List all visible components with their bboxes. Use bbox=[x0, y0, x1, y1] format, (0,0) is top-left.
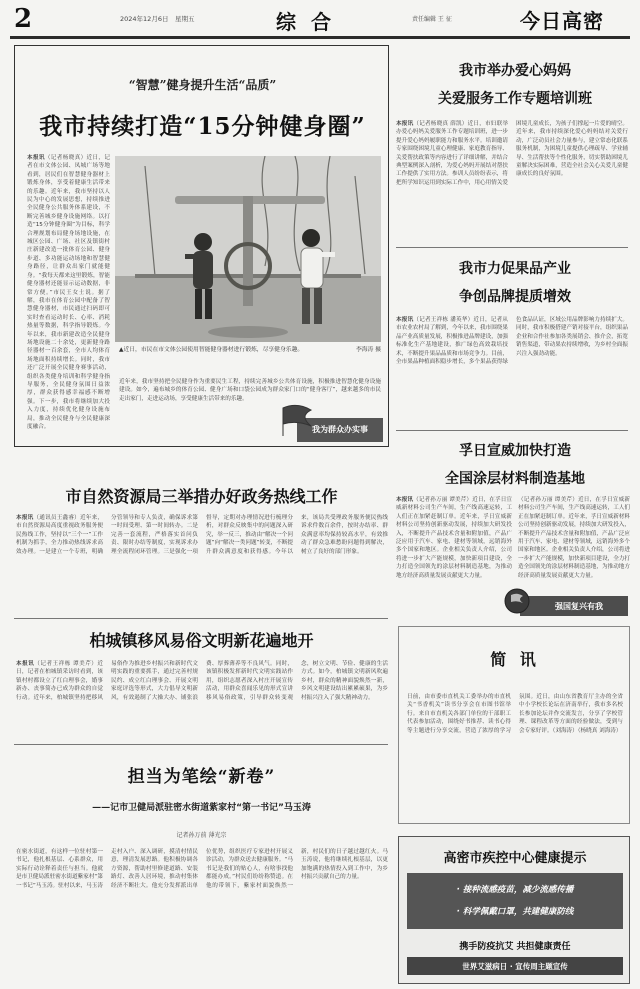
section-name: 综 合 bbox=[276, 10, 335, 34]
flag-icon bbox=[502, 586, 532, 616]
feature-subheadline: ——记市卫健局派驻密水街道紫家村“第一书记”马玉涛 bbox=[92, 803, 311, 813]
right-top-headline-1: 我市举办爱心妈妈 bbox=[459, 63, 571, 79]
lead-body-left-text: 近日，记者在市文体公园、凤城广场等地看到，居民们在智慧健身器材上锻炼身体，享受着健康生活带来的乐趣。近年来，我市坚持以人民为中心的发展思想，持续推进全民健身公共服务体系建设，不断完善城乡健身设施网络。以打造“15分钟健身圈”为目标，科学合理规划布局健身场地设施，在城区公园、广场、社区及镇街村庄新建改造一批体育公园、健身步道、多功能运动场地和智慧健身路径，让群众出家门就能健身。“我每天都来这里锻炼，智能健身器材还能显示运动数据，非常方便。”市民王女士说。据了解，我市在体育公园中配备了智慧健身器材，市民通过扫码即可实时查看运动时长、心率、消耗热量等数据，科学指导锻炼。今年以来，我市新建改造全民健身场地设施二十余处，更新健身路径器材一百余套，全市人均体育场地面积持续增长。同时，我市还广泛开展全民健身赛事活动，组织各类健身培训和科学健身指导服务，全民健身氛围日益浓厚，群众获得感幸福感不断增强。下一步，我市将继续加大投入力度，持续优化健身设施布局，推动全民健身与全民健康深度融合。 bbox=[27, 155, 110, 430]
right-top-body-text: （记者杨晓真 薛凯）近日，市妇联举办爱心妈妈关爱服务工作专题培训班，进一步提升爱心妈妈履职能力和服务水平。培训邀请专家围绕困境儿童心理健康、家庭教育指导、关爱帮扶政策等内容进行了详细讲解，并结合典型案例深入剖析，为爱心妈妈开展结对帮扶工作提供了实用方法。参训人员纷纷表示，将把所学知识运用到实际工作中，用心用情关爱困境儿童成长，为孩子们撑起一片爱的晴空。近年来，我市持续深化爱心妈妈结对关爱行动，广泛动员社会力量参与，建立常态化联系服务机制，为困境儿童提供心理疏导、学业辅导、生活帮扶等个性化服务，切实帮助困境儿童解决实际困难，营造全社会关心关爱儿童健康成长的良好氛围。 bbox=[396, 121, 628, 186]
right-mid-headline-1: 我市力促果品产业 bbox=[459, 261, 571, 277]
lead-photo-caption bbox=[119, 346, 381, 372]
right-top-headline-2: 关爱服务工作专题培训班 bbox=[438, 91, 592, 107]
divider bbox=[396, 247, 628, 248]
lead-article-box bbox=[14, 45, 389, 447]
right-low-headline-2: 全国涂层材料制造基地 bbox=[445, 471, 585, 487]
right-low-body-text: （记者孙万丽 谭美芹）近日，在孚日宣威新材料公司生产车间，生产线高速运转，工人们正在加紧赶制订单。近年来，孚日宣威新材料公司坚持创新驱动发展，持续加大研发投入，不断提升产品技术含量和附加值，产品广泛应用于汽车、家电、建材等领域，远销海外多个国家和地区。企业相关负责人介绍，公司将进一步扩大产能规模，加快新项目建设，全力打造全国领先的涂层材料制造基地，为推动地方经济高质量发展贡献更大力量。 bbox=[396, 497, 512, 579]
lead-photo-illustration bbox=[115, 156, 381, 342]
right-mid-byline: 本报讯 bbox=[396, 317, 414, 323]
brief-body bbox=[407, 693, 623, 817]
health-footer-1: 携手防疫抗艾 共担健康责任 bbox=[459, 942, 571, 952]
health-tip-2: · 科学佩戴口罩，共建健康防线 bbox=[456, 907, 574, 917]
masthead-date: 2024年12月6日 bbox=[120, 15, 169, 23]
masthead-weekday: 星期五 bbox=[175, 15, 195, 23]
fuxing-badge-label: 强国复兴有我 bbox=[555, 602, 603, 611]
fuxing-badge bbox=[520, 596, 628, 616]
divider bbox=[14, 618, 388, 619]
right-mid-headline-2: 争创品牌提质增效 bbox=[459, 289, 571, 305]
paper-name: 今日高密 bbox=[520, 9, 604, 33]
service-badge-label: 我为群众办实事 bbox=[312, 425, 368, 434]
right-low-byline: 本报讯 bbox=[396, 497, 414, 503]
middle-body bbox=[16, 514, 388, 606]
right-mid-body bbox=[396, 316, 628, 426]
health-footer-band bbox=[407, 957, 623, 975]
brief-credit-1: （刘海涛） bbox=[552, 727, 578, 734]
middle-body-text: （通讯员王鑫睿）近年来，市自然资源局高度重视政务服务便民热线工作，坚持以“三个一”工作机制为抓手，全力推动热线诉求高效办理。一是建立一个专班，明确分管领导和专人负责，确保诉求第一时间受理、第一时间转办。二是完善一套流程，严格落实首问负责、限时办结等制度，实现诉求办理全流程闭环管理。三是强化一项督导，定期对办理情况进行梳理分析，对群众反映集中的问题深入研究，举一反三，推动由“解决一个问题”向“解决一类问题”转变，不断提升群众满意度和获得感。今年以来，该局共受理政务服务便民热线诉求件数百余件，按时办结率、群众满意率均保持较高水平，有效推动了群众急难愁盼问题得到解决，树立了良好的部门形象。 bbox=[16, 515, 388, 555]
lead-kicker: “智慧”健身提升生活“品质” bbox=[128, 78, 277, 92]
masthead bbox=[0, 0, 640, 36]
masthead-rule bbox=[10, 36, 630, 39]
right-top-body bbox=[396, 120, 628, 244]
bottom-a-headline: 柏城镇移风易俗文明新花遍地开 bbox=[89, 631, 314, 650]
brief-body-text: 日前，由市委市直机关工委举办的市直机关“书香机关”读书分享会在市图书馆举行。来自市直机关各部门单位的干部职工代表参加活动，围绕好书推荐、读书心得等主题进行分享交流，营造了浓厚的学习氛围。近日，由山东省教育厅主办的全省中小学校长论坛在济南举行，我市多名校长参加论坛并作交流发言，分享了学校管理、课程改革等方面的经验做法，受到与会专家好评。 bbox=[407, 694, 623, 734]
health-tip-1: · 接种流感疫苗，减少流感传播 bbox=[456, 885, 574, 895]
brief-box bbox=[398, 626, 630, 824]
feature-body: 在密水街道，有这样一位驻村第一书记，他扎根基层、心系群众，用实际行动诠释着责任与担当。他就是市卫健局派驻密水街道紫家村“第一书记”马玉涛。驻村以来，马玉涛走村入户、深入调研，摸清村情民意，理清发展思路。他积极协调各方资源，帮助村里修建道路、安装路灯、改善人居环境，推动村集体经济不断壮大。他充分发挥派出单位优势，组织医疗专家进村开展义诊活动，为群众送去健康服务。“马书记是我们的贴心人，有啥事找他都能办成。”村民们纷纷称赞道。在他的带领下，紫家村面貌焕然一新，村民们的日子越过越红火。马玉涛说，他将继续扎根基层，以更加饱满的热情投入到工作中，为乡村振兴贡献自己的力量。 bbox=[16, 849, 388, 889]
lead-caption-credit: 李海涛 摄 bbox=[355, 347, 381, 353]
brief-title: 简 讯 bbox=[490, 650, 540, 669]
lead-byline: 本报讯 bbox=[27, 155, 45, 161]
divider bbox=[396, 430, 628, 431]
feature-byline: 记者孙万前 薄光宗 bbox=[176, 832, 227, 839]
right-top-byline: 本报讯 bbox=[396, 121, 414, 127]
middle-headline: 市自然资源局三举措办好政务热线工作 bbox=[65, 487, 338, 506]
lead-headline: 我市持续打造“15分钟健身圈” bbox=[39, 113, 366, 140]
feature-headline: 担当为笔绘“新卷” bbox=[127, 767, 276, 787]
right-low-body-right: （记者孙万丽 谭美芹）近日，在孚日宣威新材料公司生产车间，生产线高速运转，工人们正在加紧赶制订单。近年来，孚日宣威新材料公司坚持创新驱动发展，持续加大研发投入，不断提升产品技术含量和附加值，产品广泛应用于汽车、家电、建材等领域，远销海外多个国家和地区。企业相关负责人介绍，公司将进一步扩大产能规模，加快新项目建设，全力打造全国领先的涂层材料制造基地，为推动地方经济高质量发展贡献更大力量。 bbox=[518, 497, 630, 579]
health-notice-box bbox=[398, 836, 630, 984]
lead-body-left bbox=[27, 154, 110, 444]
health-tips-band bbox=[407, 873, 623, 929]
health-title: 高密市疾控中心健康提示 bbox=[443, 851, 587, 866]
bottom-a-byline: 本报讯 bbox=[16, 661, 35, 667]
flag-icon bbox=[277, 402, 317, 442]
right-low-body-left bbox=[396, 496, 512, 616]
lead-body-right: 近年来，我市坚持把全民健身作为重要民生工程，持续完善城乡公共体育设施，积极推进智慧化健身设施建设。如今，遍布城乡的体育公园、健身广场和口袋公园成为群众家门口的“健身客厅”，越来越多的市民走出家门，走进运动场，享受健康生活带来的乐趣。 bbox=[119, 379, 381, 402]
bottom-a-body-text: （记者王祥栋 谭美芹）近日，记者在柏城镇采访时看到，该镇村村都设立了红白理事会，婚事新办、丧事简办已成为群众的自觉行动。近年来，柏城镇坚持把移风易俗作为推进乡村振兴和新时代文明实践的重要抓手，通过完善村规民约、成立红白理事会、开展文明家庭评选等形式，大力倡导文明新风，有效遏制了大操大办、铺张浪费、厚葬薄养等不良风气。同时，该镇积极发挥新时代文明实践站作用，组织志愿者深入村庄开展宣传活动，用群众喜闻乐见的形式宣讲移风易俗政策，引导群众转变观念，树立文明、节俭、健康的生活方式。如今，柏城镇文明新风吹遍乡村，群众的精神面貌焕然一新，乡风文明建设结出累累硕果，为乡村振兴注入了强大精神动力。 bbox=[16, 661, 388, 701]
service-badge bbox=[297, 418, 383, 442]
lead-byline-reporter: （记者杨晓真） bbox=[44, 155, 87, 161]
right-mid-body-text: （记者王祥栋 潘英华）近日，记者从市农业农村局了解到，今年以来，我市围绕果品产业高质量发展，积极推进品牌建设，加强标准化生产基地建设，推广绿色高效栽培技术，不断提升果品品质和市场竞争力。目前，全市果品种植面积稳步增长，多个果品获得绿色食品认证，区域公用品牌影响力持续扩大。同时，我市积极搭建产销对接平台，组织果品企业和合作社参加各类展销会、推介会，拓宽销售渠道，带动果农持续增收，为乡村全面振兴注入强劲动能。 bbox=[396, 317, 628, 366]
health-footer-2: 世界艾滋病日 · 宣传周主题宣传 bbox=[462, 962, 568, 971]
masthead-editor: 责任编辑 王 征 bbox=[412, 16, 452, 23]
brief-credit-2: （杨晓真 刘海涛） bbox=[577, 727, 622, 734]
divider bbox=[14, 744, 388, 745]
right-low-headline-1: 孚日宣威加快打造 bbox=[459, 443, 571, 459]
lead-caption-text: ▲近日，市民在市文体公园使用智能健身器材进行锻炼，尽享健身乐趣。 bbox=[119, 347, 304, 353]
bottom-a-body bbox=[16, 660, 388, 740]
middle-byline: 本报讯 bbox=[16, 515, 34, 521]
lead-photo bbox=[115, 156, 381, 342]
page-number: 2 bbox=[14, 4, 33, 34]
